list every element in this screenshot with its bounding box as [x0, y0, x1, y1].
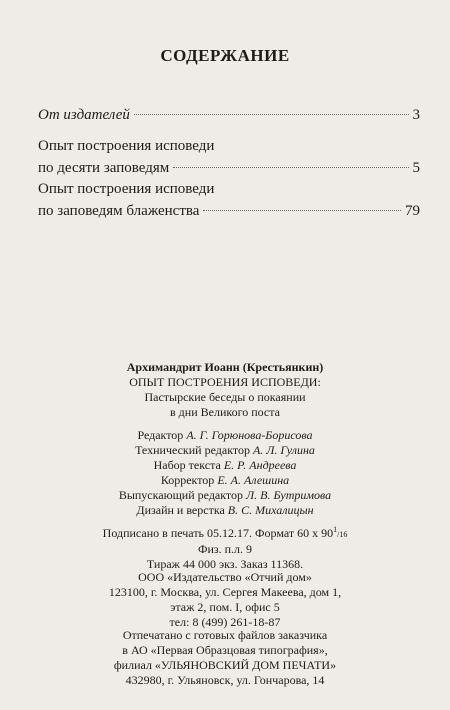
publisher-address: этаж 2, пом. I, офис 5 [170, 600, 280, 614]
toc-page-number: 79 [405, 203, 420, 219]
toc-page-number: 3 [412, 107, 420, 123]
printer-block [0, 628, 450, 688]
credit-line: Редактор А. Г. Горюнова-Борисова [137, 428, 313, 442]
toc-entry-ten-commandments[interactable] [38, 135, 420, 179]
book-subtitle: Пастырские беседы о покаянии [144, 390, 306, 404]
publisher-name: ООО «Издательство «Отчий дом» [138, 570, 312, 584]
imprint-title-block [0, 360, 450, 420]
author: Архимандрит Иоанн (Крестьянкин) [126, 360, 324, 374]
book-title: ОПЫТ ПОСТРОЕНИЯ ИСПОВЕДИ: [129, 375, 321, 389]
printer-line: филиал «УЛЬЯНОВСКИЙ ДОМ ПЕЧАТИ» [113, 658, 337, 672]
credit-line: Дизайн и верстка В. С. Михалицын [136, 503, 314, 517]
toc-entry-label-continued: по заповедям блаженства [38, 203, 200, 219]
credit-line: Технический редактор А. Л. Гулина [135, 443, 315, 457]
signed-to-print: Подписано в печать 05.12.17. Формат 60 х $90^1/16$ [102, 525, 348, 540]
toc-entry-publishers[interactable] [38, 104, 420, 126]
toc-entry-label-continued: по десяти заповедям [38, 160, 170, 176]
dot-leader [134, 114, 409, 115]
toc-page-number: 5 [412, 160, 420, 176]
toc-entry-label: Опыт построения исповеди [38, 138, 215, 154]
credit-line: Корректор Е. А. Алешина [160, 473, 290, 487]
book-subtitle: в дни Великого поста [170, 405, 280, 419]
publisher-block [0, 570, 450, 630]
toc-title: СОДЕРЖАНИЕ [160, 46, 290, 65]
printer-line: Отпечатано с готовых файлов заказчика [122, 628, 328, 642]
credits-block [0, 428, 450, 518]
toc-entry-label: Опыт построения исповеди [38, 181, 215, 197]
publisher-address: 123100, г. Москва, ул. Сергея Макеева, дом 1, [108, 585, 342, 599]
credit-line: Набор текста Е. Р. Андреева [153, 458, 297, 472]
publisher-phone: тел: 8 (499) 261-18-87 [169, 615, 281, 629]
print-details-block [0, 522, 450, 572]
toc-entry-label: От издателей [38, 107, 130, 123]
printer-line: в АО «Первая Образцовая типография», [122, 643, 328, 657]
credit-line: Выпускающий редактор Л. В. Бутримова [118, 488, 332, 502]
dot-leader [173, 167, 408, 168]
dot-leader [203, 210, 401, 211]
toc-entry-beatitudes[interactable] [38, 178, 420, 222]
circulation: Тираж 44 000 экз. Заказ 11368. [146, 557, 304, 571]
printer-line: 432980, г. Ульяновск, ул. Гончарова, 14 [125, 673, 325, 687]
physical-sheets: Физ. п.л. 9 [197, 542, 253, 556]
